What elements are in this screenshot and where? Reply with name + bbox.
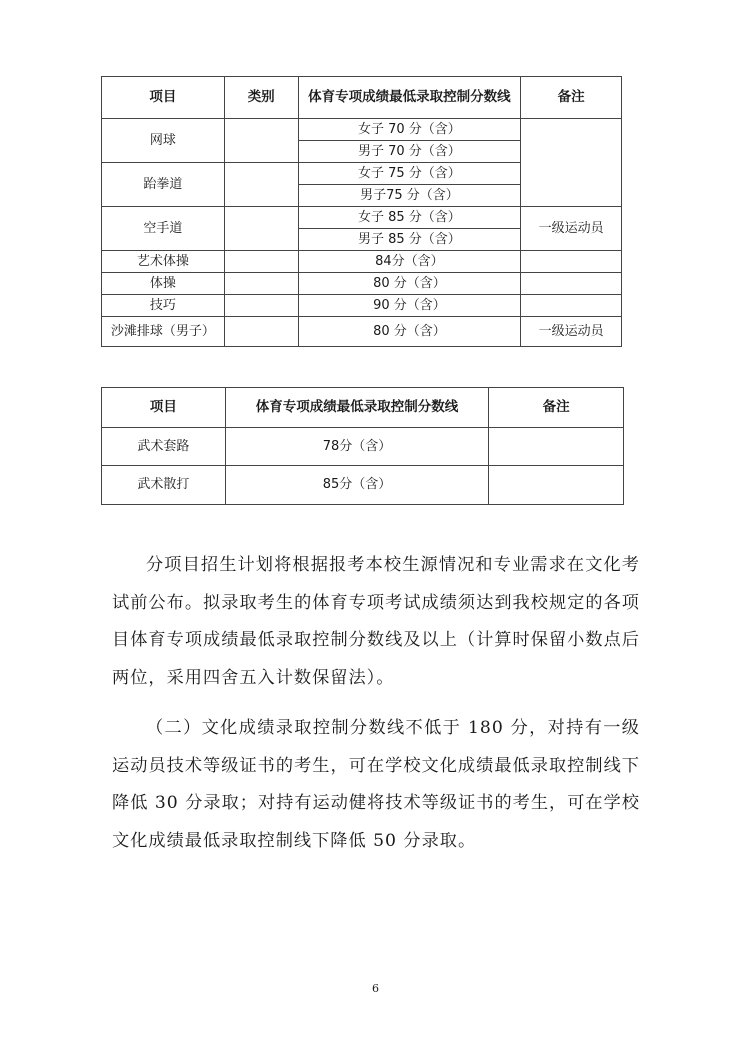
wushu-score-table bbox=[101, 387, 624, 505]
note-acrobatics bbox=[521, 295, 622, 317]
table-row bbox=[102, 428, 624, 466]
item-tennis: 网球 bbox=[102, 119, 225, 163]
note-wushu-routine bbox=[489, 428, 624, 466]
note-wushu-sanda bbox=[489, 466, 624, 505]
table-row bbox=[102, 295, 622, 317]
item-acrobatics: 技巧 bbox=[102, 295, 225, 317]
note-karate: 一级运动员 bbox=[521, 207, 622, 251]
score-taekwondo-female: 女子 75 分（含） bbox=[298, 163, 521, 185]
item-art-gymnastics: 艺术体操 bbox=[102, 251, 225, 273]
header-item: 项目 bbox=[102, 388, 226, 428]
score-gymnastics: 80 分（含） bbox=[298, 273, 521, 295]
category-beach-volleyball bbox=[224, 317, 298, 347]
category-art-gymnastics bbox=[224, 251, 298, 273]
admission-score-table bbox=[101, 76, 622, 347]
category-acrobatics bbox=[224, 295, 298, 317]
category-gymnastics bbox=[224, 273, 298, 295]
header-category: 类别 bbox=[224, 77, 298, 119]
score-wushu-routine: 78分（含） bbox=[225, 428, 489, 466]
table-row bbox=[102, 273, 622, 295]
page-number: 6 bbox=[372, 982, 379, 995]
score-acrobatics: 90 分（含） bbox=[298, 295, 521, 317]
item-gymnastics: 体操 bbox=[102, 273, 225, 295]
category-tennis bbox=[224, 119, 298, 163]
note-art-gymnastics bbox=[521, 251, 622, 273]
item-wushu-routine: 武术套路 bbox=[102, 428, 226, 466]
category-taekwondo bbox=[224, 163, 298, 207]
header-score-text: 体育专项成绩最低录取控制分数线 bbox=[308, 89, 511, 106]
paragraph-culture-score: （二）文化成绩录取控制分数线不低于 180 分，对持有一级运动员技术等级证书的考生，可在学校文化成绩最低录取控制线下降低 30 分录取；对持有运动健将技术等级证书的考生，可在学校文化成绩最低录取控制线下降低 50 分录取。 bbox=[112, 718, 640, 851]
score-tennis-female: 女子 70 分（含） bbox=[298, 119, 521, 141]
score-beach-volleyball: 80 分（含） bbox=[298, 317, 521, 347]
note-gymnastics bbox=[521, 273, 622, 295]
score-karate-female: 女子 85 分（含） bbox=[298, 207, 521, 229]
item-beach-volleyball: 沙滩排球（男子） bbox=[102, 317, 225, 347]
header-note: 备注 bbox=[521, 77, 622, 119]
score-karate-male: 男子 85 分（含） bbox=[298, 229, 521, 251]
table-header-row bbox=[102, 77, 622, 119]
score-art-gymnastics: 84分（含） bbox=[298, 251, 521, 273]
item-wushu-sanda: 武术散打 bbox=[102, 466, 226, 505]
note-beach-volleyball: 一级运动员 bbox=[521, 317, 622, 347]
table-row bbox=[102, 466, 624, 505]
score-wushu-sanda: 85分（含） bbox=[225, 466, 489, 505]
paragraph-enrollment-plan: 分项目招生计划将根据报考本校生源情况和专业需求在文化考试前公布。拟录取考生的体育专项考试成绩须达到我校规定的各项目体育专项成绩最低录取控制分数线及以上（计算时保留小数点后两位，采用四舍五入计数保留法）。 bbox=[112, 555, 640, 688]
table-row bbox=[102, 251, 622, 273]
score-tennis-male: 男子 70 分（含） bbox=[298, 141, 521, 163]
item-karate: 空手道 bbox=[102, 207, 225, 251]
header-score bbox=[298, 77, 521, 119]
category-karate bbox=[224, 207, 298, 251]
note-tennis-taekwondo bbox=[521, 119, 622, 207]
table-header-row bbox=[102, 388, 624, 428]
score-taekwondo-male: 男子75 分（含） bbox=[298, 185, 521, 207]
item-taekwondo: 跆拳道 bbox=[102, 163, 225, 207]
header-score: 体育专项成绩最低录取控制分数线 bbox=[225, 388, 489, 428]
header-item: 项目 bbox=[102, 77, 225, 119]
header-note: 备注 bbox=[489, 388, 624, 428]
table-row bbox=[102, 317, 622, 347]
table-row bbox=[102, 119, 622, 141]
table-row bbox=[102, 207, 622, 229]
